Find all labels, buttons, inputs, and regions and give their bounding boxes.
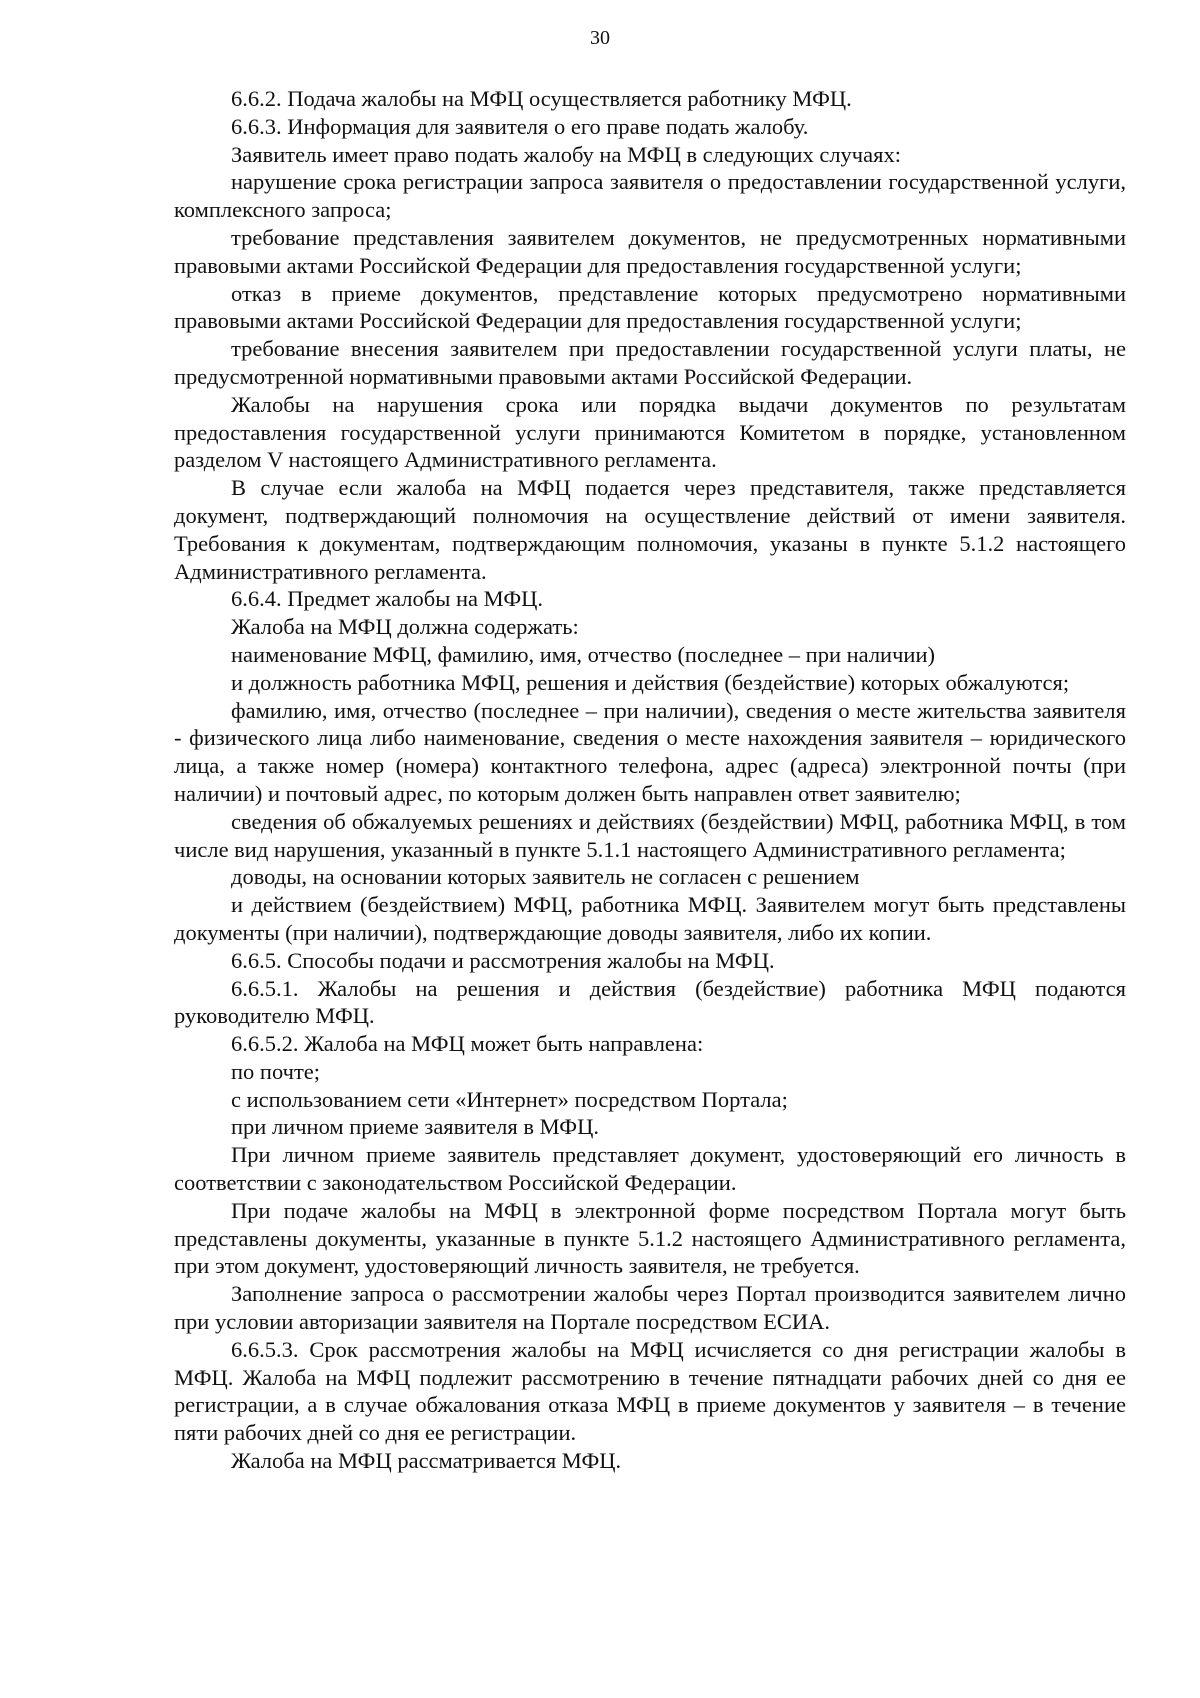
paragraph: при личном приеме заявителя в МФЦ. bbox=[231, 1114, 599, 1140]
paragraph: Жалоба на МФЦ рассматривается МФЦ. bbox=[231, 1448, 622, 1474]
paragraph: 6.6.4. Предмет жалобы на МФЦ. bbox=[231, 586, 543, 612]
paragraph: 6.6.5.3. Срок рассмотрения жалобы на МФЦ исчисляется со дня регистрации жалобы в МФЦ. Жалоба на МФЦ подлежит рассмотрению в течение пятнадцати рабочих дней со дня ее регистрации, а в случае обжалования отказа МФЦ в приеме документов у заявителя – в течение пяти рабочих дней со дня ее регистрации. bbox=[174, 1336, 1126, 1446]
paragraph: с использованием сети «Интернет» посредством Портала; bbox=[231, 1086, 788, 1112]
paragraph: При личном приеме заявитель представляет документ, удостоверяющий его личность в соответствии с законодательством Российской Федерации. bbox=[174, 1142, 1126, 1196]
paragraph: требование внесения заявителем при предоставлении государственной услуги платы, не предусмотренной нормативными правовыми актами Российской Федерации. bbox=[174, 336, 1126, 389]
paragraph: фамилию, имя, отчество (последнее – при наличии), сведения о месте жительства заявителя - физического лица либо наименование, сведения о месте нахождения заявителя – юридического лица, а также номер (номера) контактного телефона, адрес (адреса) электронной почты (при наличии) и почтовый адрес, по которым должен быть направлен ответ заявителю; bbox=[174, 697, 1126, 806]
paragraph: 6.6.5.2. Жалоба на МФЦ может быть направлена: bbox=[231, 1031, 704, 1057]
paragraph: В случае если жалоба на МФЦ подается через представителя, также представляется документ, подтверждающий полномочия на осуществление действий от имени заявителя. Требования к документам, подтверждающим полномочия, указаны в пункте 5.1.2 настоящего Административного регламента. bbox=[174, 475, 1126, 584]
page-number: 30 bbox=[590, 27, 610, 49]
paragraph: 6.6.5. Способы подачи и рассмотрения жалобы на МФЦ. bbox=[231, 947, 775, 973]
paragraph: 6.6.3. Информация для заявителя о его праве подать жалобу. bbox=[231, 113, 809, 139]
paragraph: наименование МФЦ, фамилию, имя, отчество (последнее – при наличии) bbox=[231, 641, 935, 667]
paragraph: доводы, на основании которых заявитель не согласен с решением bbox=[231, 864, 860, 890]
paragraph: по почте; bbox=[231, 1058, 321, 1084]
paragraph: требование представления заявителем документов, не предусмотренных нормативными правовыми актами Российской Федерации для предоставления государственной услуги; bbox=[174, 224, 1126, 278]
paragraph: Заполнение запроса о рассмотрении жалобы через Портал производится заявителем лично при условии авторизации заявителя на Портале посредством ЕСИА. bbox=[174, 1281, 1126, 1335]
paragraph: сведения об обжалуемых решениях и действиях (бездействии) МФЦ, работника МФЦ, в том числе вид нарушения, указанный в пункте 5.1.1 настоящего Административного регламента; bbox=[174, 808, 1126, 862]
paragraph: Жалоба на МФЦ должна содержать: bbox=[231, 614, 579, 640]
paragraph: 6.6.2. Подача жалобы на МФЦ осуществляется работнику МФЦ. bbox=[231, 86, 852, 111]
paragraph: и действием (бездействием) МФЦ, работника МФЦ. Заявителем могут быть представлены документы (при наличии), подтверждающие доводы заявителя, либо их копии. bbox=[174, 892, 1126, 945]
document-body bbox=[174, 85, 1126, 1475]
paragraph: отказ в приеме документов, представление которых предусмотрено нормативными правовыми актами Российской Федерации для предоставления государственной услуги; bbox=[174, 280, 1126, 334]
paragraph: При подаче жалобы на МФЦ в электронной форме посредством Портала могут быть представлены документы, указанные в пункте 5.1.2 настоящего Административного регламента, при этом документ, удостоверяющий личность заявителя, не требуется. bbox=[174, 1197, 1126, 1279]
paragraph: и должность работника МФЦ, решения и действия (бездействие) которых обжалуются; bbox=[231, 669, 1070, 695]
paragraph: Жалобы на нарушения срока или порядка выдачи документов по результатам предоставления государственной услуги принимаются Комитетом в порядке, установленном разделом V настоящего Административного регламента. bbox=[174, 391, 1126, 473]
paragraph: 6.6.5.1. Жалобы на решения и действия (бездействие) работника МФЦ подаются руководителю МФЦ. bbox=[174, 975, 1126, 1029]
paragraph: нарушение срока регистрации запроса заявителя о предоставлении государственной услуги, комплексного запроса; bbox=[174, 169, 1126, 223]
paragraph: Заявитель имеет право подать жалобу на МФЦ в следующих случаях: bbox=[231, 141, 901, 167]
